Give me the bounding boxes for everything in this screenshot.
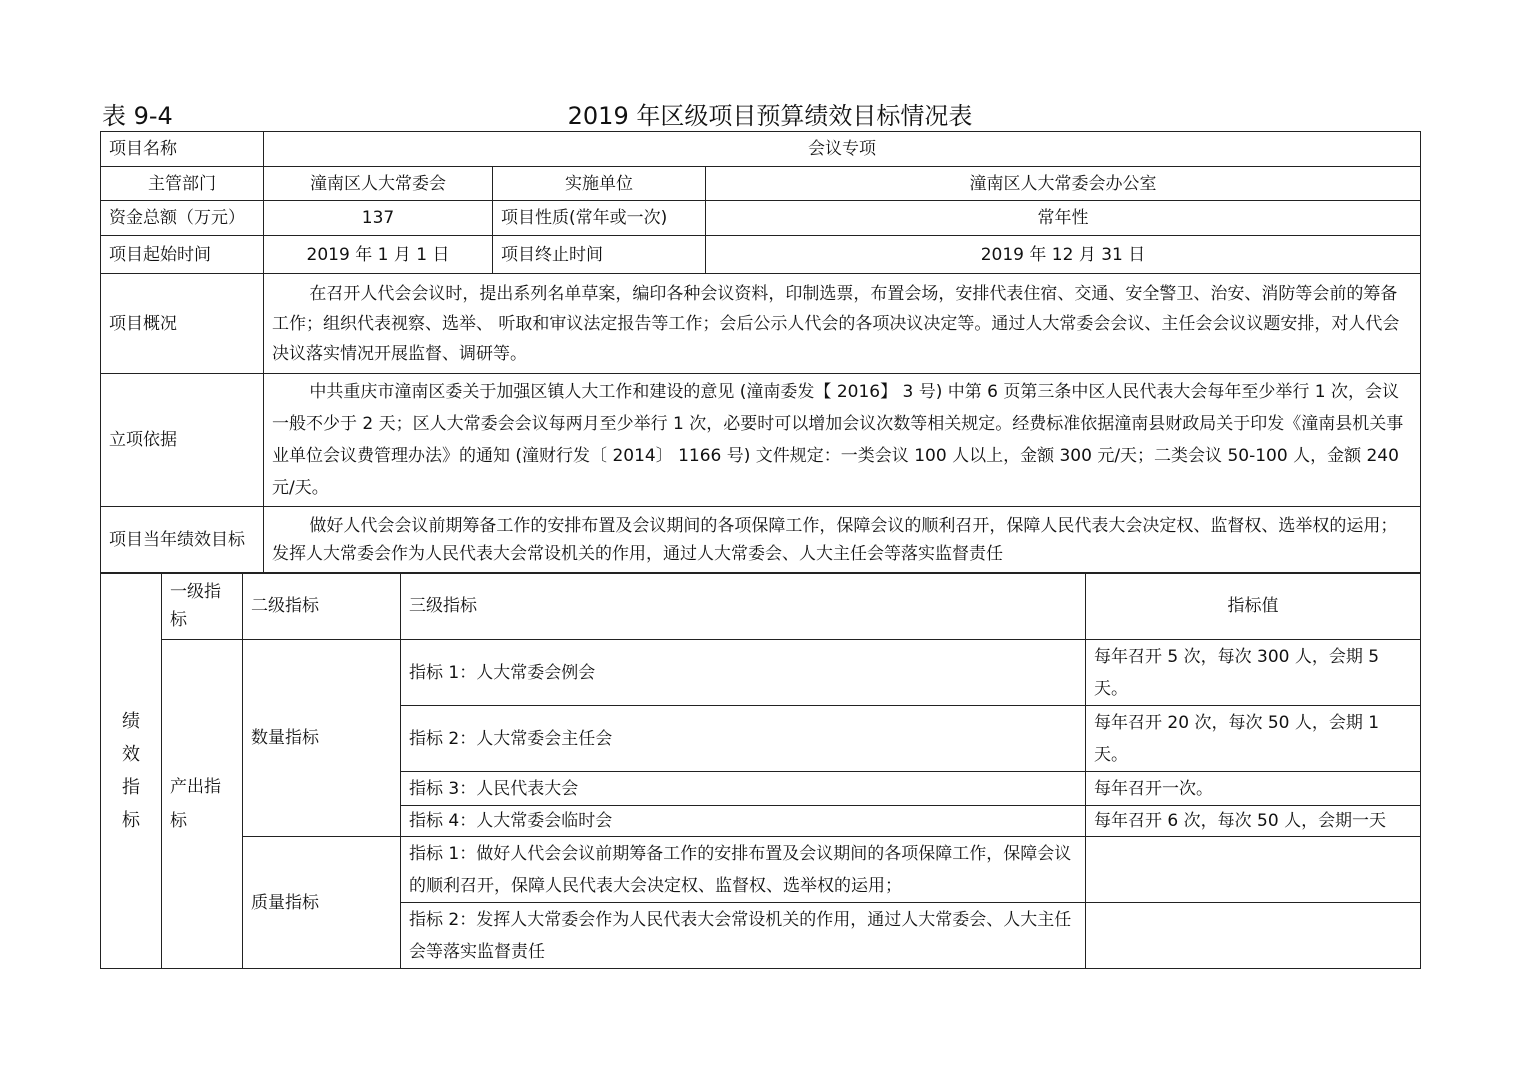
goal-text: 做好人代会会议前期筹备工作的安排布置及会议期间的各项保障工作，保障会议的顺利召开，保障人民代表大会决定权、监督权、选举权的运用；发挥人大常委会作为人民代表大会常设机关的作用，通过人大常委会、人大主任会等落实监督责任: [264, 507, 1421, 574]
col-level1-header: 一级指标: [162, 573, 243, 640]
quality-row-2-value: [1086, 903, 1421, 969]
nature-value: 常年性: [706, 201, 1421, 236]
fund-label: 资金总额（万元）: [101, 201, 264, 236]
quantity-row-2-value: 每年召开 20 次，每次 50 人，会期 1 天。: [1086, 706, 1421, 772]
basis-label: 立项依据: [101, 374, 264, 507]
end-value: 2019 年 12 月 31 日: [706, 236, 1421, 274]
project-info-table: [100, 131, 1421, 574]
level1-output: 产出指标: [162, 640, 243, 969]
start-label: 项目起始时间: [101, 236, 264, 274]
goal-label: 项目当年绩效目标: [101, 507, 264, 574]
quality-row-1-name: 指标 1：做好人代会会议前期筹备工作的安排布置及会议期间的各项保障工作，保障会议的顺利召开，保障人民代表大会决定权、监督权、选举权的运用；: [401, 837, 1086, 903]
quality-row-1-value: [1086, 837, 1421, 903]
unit-label: 实施单位: [493, 167, 706, 201]
dept-value: 潼南区人大常委会: [264, 167, 493, 201]
quantity-row-4-value: 每年召开 6 次，每次 50 人，会期一天: [1086, 806, 1421, 837]
col-value-header: 指标值: [1086, 573, 1421, 640]
project-name-label: 项目名称: [101, 132, 264, 167]
dept-label: 主管部门: [101, 167, 264, 201]
quantity-row-3-name: 指标 3：人民代表大会: [401, 772, 1086, 806]
overview-label: 项目概况: [101, 274, 264, 374]
page-title: 2019 年区级项目预算绩效目标情况表: [567, 102, 973, 130]
basis-text: 中共重庆市潼南区委关于加强区镇人大工作和建设的意见 (潼南委发【 2016】 3 号) 中第 6 页第三条中区人民代表大会每年至少举行 1 次，会议一般不少于 2 天；区人大常委会会议每两月至少举行 1 次，必要时可以增加会议次数等相关规定。经费标准依据潼南县财政局关于印发《潼南县机关事业单位会议费管理办法》的通知 (潼财行发〔 2014〕 1166 号) 文件规定：一类会议 100 人以上，金额 300 元/天；二类会议 50-100 人，金额 240 元/天。: [264, 374, 1421, 507]
end-label: 项目终止时间: [493, 236, 706, 274]
quantity-row-1-value: 每年召开 5 次，每次 300 人，会期 5 天。: [1086, 640, 1421, 706]
col-level3-header: 三级指标: [401, 573, 1086, 640]
col-level2-header: 二级指标: [243, 573, 401, 640]
section-label: [101, 573, 162, 969]
quantity-row-1-name: 指标 1：人大常委会例会: [401, 640, 1086, 706]
nature-label: 项目性质(常年或一次): [493, 201, 706, 236]
title-row: [102, 100, 1420, 132]
quality-label: 质量指标: [243, 837, 401, 969]
fund-value: 137: [264, 201, 493, 236]
quality-row-2-name: 指标 2：发挥人大常委会作为人民代表大会常设机关的作用，通过人大常委会、人大主任会等落实监督责任: [401, 903, 1086, 969]
quantity-label: 数量指标: [243, 640, 401, 837]
quantity-row-4-name: 指标 4：人大常委会临时会: [401, 806, 1086, 837]
start-value: 2019 年 1 月 1 日: [264, 236, 493, 274]
unit-value: 潼南区人大常委会办公室: [706, 167, 1421, 201]
overview-text: 在召开人代会会议时，提出系列名单草案，编印各种会议资料，印制选票，布置会场，安排代表住宿、交通、安全警卫、治安、消防等会前的筹备工作；组织代表视察、选举、 听取和审议法定报告等工作；会后公示人代会的各项决议决定等。通过人大常委会会议、主任会会议议题安排，对人代会决议落实情况开展监督、调研等。: [264, 274, 1421, 374]
table-number: 表 9-4: [102, 102, 173, 130]
quantity-row-3-value: 每年召开一次。: [1086, 772, 1421, 806]
performance-table: [100, 572, 1421, 969]
project-name-value: 会议专项: [264, 132, 1421, 167]
quantity-row-2-name: 指标 2：人大常委会主任会: [401, 706, 1086, 772]
section-label-text: 绩效指标: [121, 710, 140, 831]
